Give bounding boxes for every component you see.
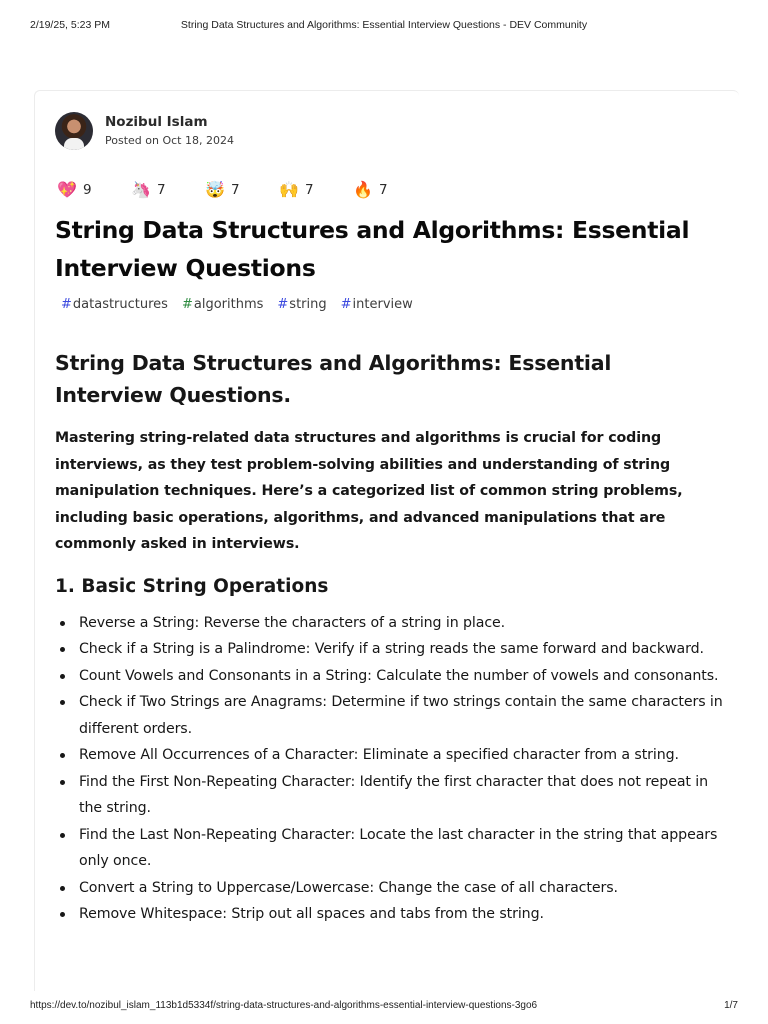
reaction-heart[interactable]	[57, 181, 131, 199]
print-footer	[0, 984, 768, 1024]
tag-label: algorithms	[193, 297, 264, 312]
article-card	[34, 90, 739, 991]
tag-string[interactable]	[277, 297, 326, 312]
bullet-icon	[60, 674, 65, 679]
list-item-text: Reverse a String: Reverse the characters of a string in place.	[79, 614, 506, 631]
print-datetime: 2/19/25, 5:23 PM	[30, 19, 110, 31]
list-item	[55, 689, 725, 742]
posted-date: Posted on Oct 18, 2024	[105, 134, 234, 147]
tag-hash: #	[181, 297, 193, 312]
tag-hash: #	[277, 297, 289, 312]
list-item-text: Remove Whitespace: Strip out all spaces and tabs from the string.	[79, 906, 544, 922]
list-item	[55, 610, 725, 637]
tag-datastructures[interactable]	[61, 297, 168, 312]
author-block	[55, 111, 234, 151]
list-item	[55, 636, 725, 663]
fire-icon: 🔥	[353, 180, 373, 199]
reaction-count: 9	[83, 182, 92, 198]
bullet-icon	[60, 753, 65, 758]
bullet-icon	[60, 647, 65, 652]
intro-paragraph: Mastering string-related data structures and algorithms is crucial for coding interviews, as they test problem-solving abilities and understanding of string manipulation techniques. Here’s a categorized list of common string problems, including basic operations, algorithms, and advanced manipulations that are commonly asked in interviews.	[55, 430, 683, 552]
article-body	[55, 347, 725, 928]
list-item-text: Check if a String is a Palindrome: Verify if a string reads the same forward and backward.	[79, 641, 704, 657]
print-page-number: 1/7	[724, 1000, 738, 1011]
reaction-count: 7	[231, 182, 240, 198]
unicorn-icon: 🦄	[131, 180, 151, 199]
author-meta	[105, 113, 234, 149]
reaction-exploding-head[interactable]	[205, 181, 279, 199]
list-item-text: Find the Last Non-Repeating Character: Locate the last character in the string that appears only once.	[79, 826, 718, 869]
list-item	[55, 901, 725, 928]
bullet-icon	[60, 886, 65, 891]
reactions-bar	[57, 181, 427, 199]
tag-algorithms[interactable]	[182, 297, 263, 312]
list-item-text: Remove All Occurrences of a Character: Eliminate a specified character from a string.	[79, 747, 679, 763]
list-item-text: Find the First Non-Repeating Character: Identify the first character that does not repeat in the string.	[79, 773, 709, 816]
list-item-text: Convert a String to Uppercase/Lowercase: Change the case of all characters.	[79, 879, 618, 896]
bullet-icon	[60, 621, 65, 626]
tag-label: string	[289, 297, 327, 312]
reaction-unicorn[interactable]	[131, 181, 205, 199]
tag-hash: #	[340, 297, 352, 312]
tag-label: datastructures	[72, 297, 168, 312]
tag-label: interview	[352, 297, 413, 312]
print-url: https://dev.to/nozibul_islam_113b1d5334f/string-data-structures-and-algorithms-essential-interview-questions-3go6	[30, 1000, 538, 1011]
tag-list	[61, 297, 427, 312]
list-item	[55, 742, 725, 769]
reaction-count: 7	[157, 182, 166, 198]
tag-hash: #	[61, 297, 72, 312]
list-item-text: Check if Two Strings are Anagrams: Determine if two strings contain the same characters in different orders.	[79, 694, 723, 737]
list-item	[55, 822, 725, 875]
operations-list	[55, 610, 725, 928]
reaction-raised-hands[interactable]	[279, 181, 353, 199]
avatar[interactable]	[55, 112, 93, 150]
print-header	[0, 0, 768, 40]
list-item	[55, 769, 725, 822]
print-page-title: String Data Structures and Algorithms: Essential Interview Questions - DEV Community	[180, 19, 588, 31]
bullet-icon	[60, 833, 65, 838]
list-item-text: Count Vowels and Consonants in a String: Calculate the number of vowels and consonants.	[79, 667, 719, 684]
content-heading: String Data Structures and Algorithms: Essential Interview Questions.	[55, 351, 612, 407]
author-name[interactable]: Nozibul Islam	[105, 114, 208, 130]
raised-hands-icon: 🙌	[279, 180, 299, 199]
bullet-icon	[60, 912, 65, 917]
list-item	[55, 663, 725, 690]
bullet-icon	[60, 700, 65, 705]
reaction-count: 7	[305, 182, 314, 198]
tag-interview[interactable]	[341, 297, 413, 312]
bullet-icon	[60, 780, 65, 785]
reaction-fire[interactable]	[353, 181, 427, 199]
sparkle-heart-icon: 💖	[57, 180, 77, 199]
article-title: String Data Structures and Algorithms: Essential Interview Questions	[55, 216, 690, 282]
reaction-count: 7	[379, 182, 388, 198]
exploding-head-icon: 🤯	[205, 180, 225, 199]
list-item	[55, 875, 725, 902]
section-heading: 1. Basic String Operations	[55, 575, 329, 597]
